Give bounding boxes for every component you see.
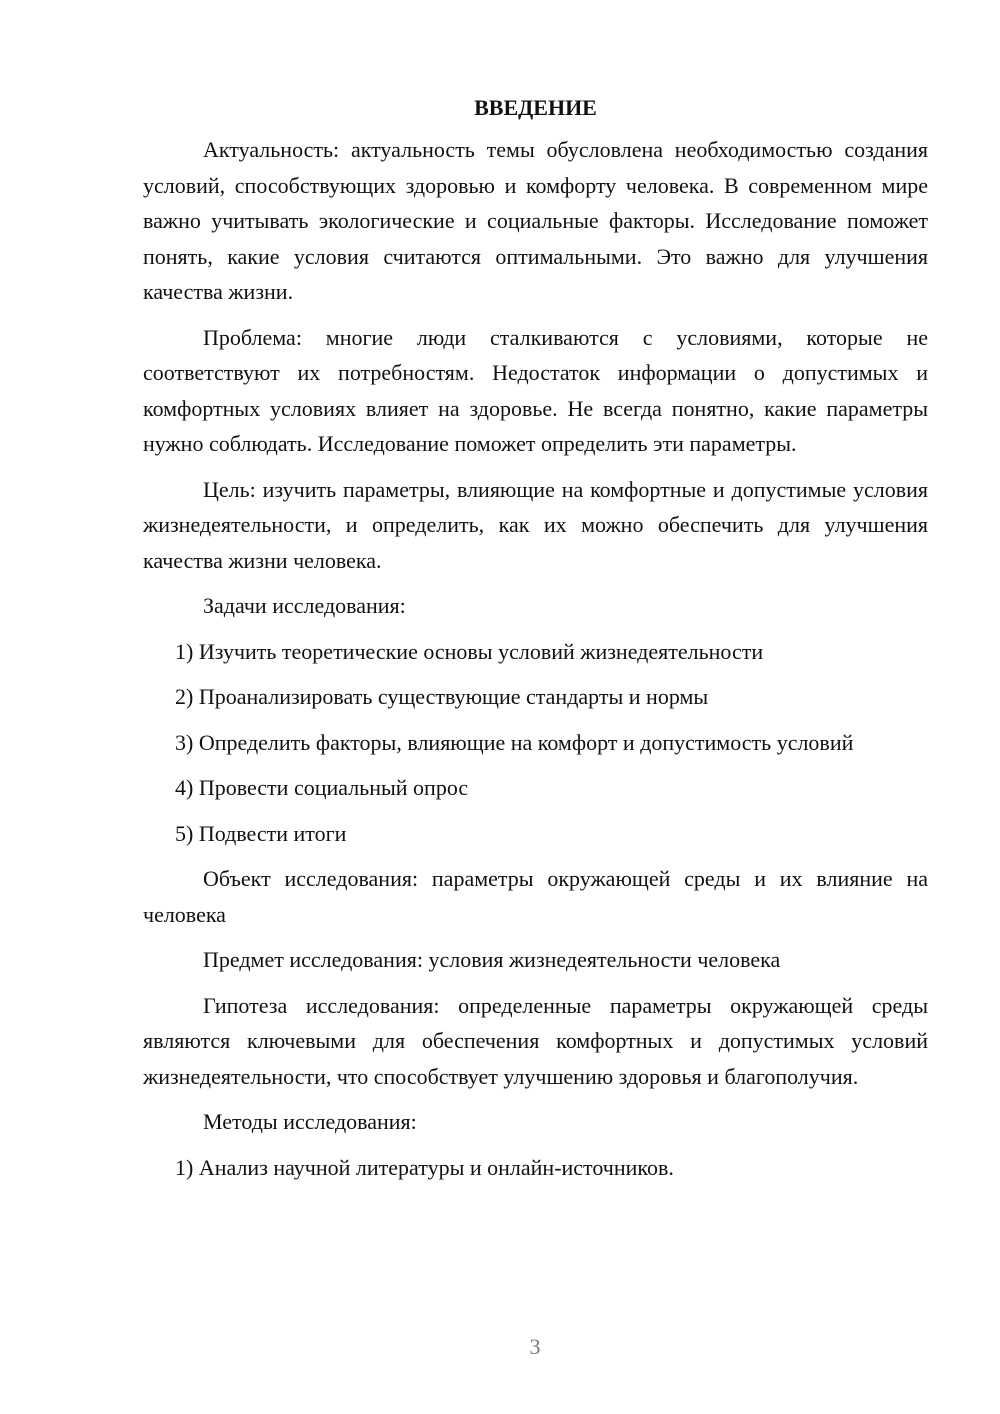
relevance-paragraph: Актуальность: актуальность темы обусловлена необходимостью создания условий, способствующих здоровью и комфорту человека. В современном мире важно учитывать экологические и социальные факторы. Исследование поможет понять, какие условия считаются оптимальными. Это важно для улучшения качества жизни.: [143, 137, 928, 304]
page-title: ВВЕДЕНИЕ: [474, 95, 597, 120]
document-page: [143, 90, 928, 1195]
goal-paragraph: Цель: изучить параметры, влияющие на комфортные и допустимые условия жизнедеятельности, и определить, как их можно обеспечить для улучшения качества жизни человека.: [143, 476, 928, 573]
object-paragraph: Объект исследования: параметры окружающей среды и их влияние на человека: [143, 866, 928, 927]
task-item-2: 2) Проанализировать существующие стандарты и нормы: [175, 684, 709, 709]
task-item-1: 1) Изучить теоретические основы условий жизнедеятельности: [175, 638, 764, 664]
task-item-3: 3) Определить факторы, влияющие на комфорт и допустимость условий: [175, 729, 854, 755]
hypothesis-paragraph: Гипотеза исследования: определенные параметры окружающей среды являются ключевыми для обеспечения комфортных и допустимых условий жизнедеятельности, что способствует улучшению здоровья и благополучия.: [143, 992, 928, 1089]
tasks-heading: Задачи исследования:: [203, 593, 406, 618]
task-item-5: 5) Подвести итоги: [175, 820, 347, 846]
method-item-1: 1) Анализ научной литературы и онлайн-источников.: [175, 1154, 674, 1180]
task-item-4: 4) Провести социальный опрос: [175, 775, 469, 800]
page-number: 3: [529, 1334, 541, 1359]
problem-paragraph: Проблема: многие люди сталкиваются с условиями, которые не соответствуют их потребностям. Недостаток информации о допустимых и комфортных условиях влияет на здоровье. Не всегда понятно, какие параметры нужно соблюдать. Исследование поможет определить эти параметры.: [143, 324, 928, 456]
methods-heading: Методы исследования:: [203, 1109, 417, 1134]
subject-paragraph: Предмет исследования: условия жизнедеятельности человека: [203, 947, 781, 972]
